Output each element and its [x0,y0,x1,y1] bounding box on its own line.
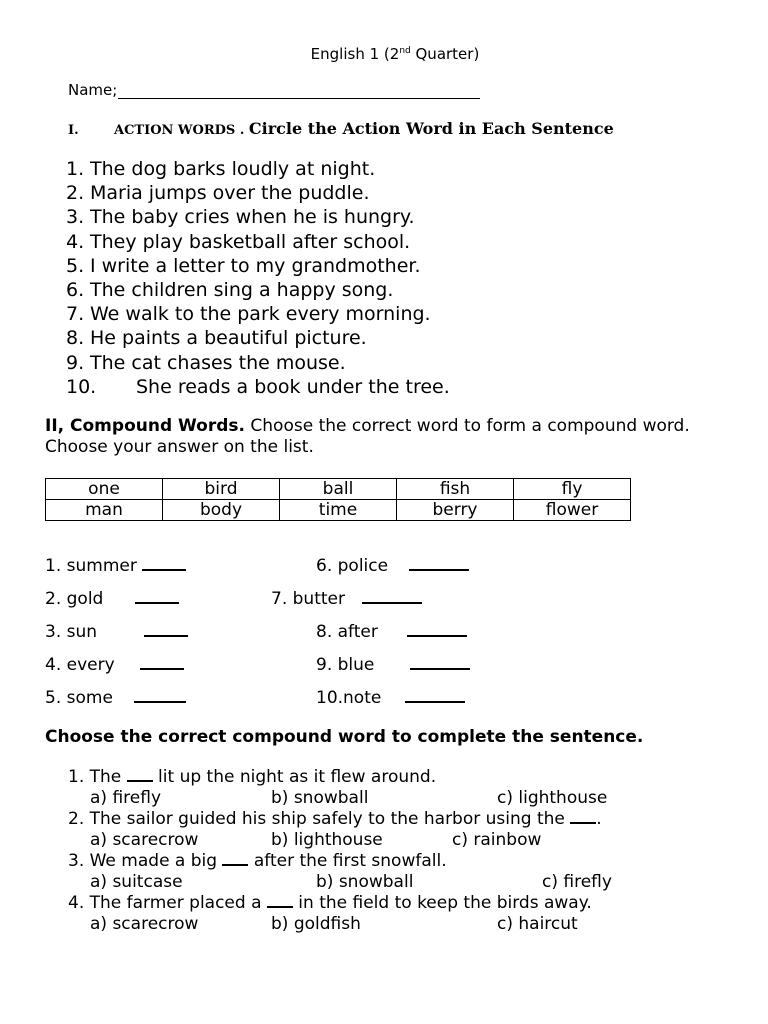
compound-item [45,687,186,708]
compound-prompt: 6. police [316,556,394,576]
item-number: 9. [66,351,85,374]
item-number: 2. [66,182,85,205]
choice-a[interactable]: a) scarecrow [90,830,199,850]
question-stem [68,767,436,787]
question-text: lit up the night as it flew around. [152,767,437,787]
list-item [66,230,450,254]
answer-blank[interactable] [142,555,186,571]
question-stem [68,809,602,829]
table-cell: berry [397,500,514,521]
question-text: 2. The sailor guided his ship safely to the harbor using the [68,809,571,829]
item-sentence: The cat chases the mouse. [90,351,346,374]
table-cell: ball [280,479,397,500]
name-label: Name; [68,81,118,99]
answer-blank[interactable] [135,588,179,604]
choice-a[interactable]: a) suitcase [90,872,183,892]
section1-instruction: Circle the Action Word in Each Sentence [248,119,614,138]
answer-blank[interactable] [410,654,470,670]
table-row [46,500,631,521]
compound-prompt: 8. after [316,622,384,642]
section1-numeral: I. [68,123,79,138]
choice-c[interactable]: c) lighthouse [497,788,608,808]
question-text: in the field to keep the birds away. [292,893,592,913]
table-cell: fly [514,479,631,500]
answer-blank[interactable] [362,588,422,604]
answer-blank[interactable] [140,654,184,670]
answer-blank[interactable] [127,767,153,782]
compound-item [45,621,188,642]
compound-prompt: 1. summer [45,556,143,576]
compound-item [45,555,186,576]
table-cell: body [163,500,280,521]
choice-a[interactable]: a) scarecrow [90,914,199,934]
list-item [66,351,450,375]
item-number: 1. [66,158,85,180]
item-number: 4. [66,230,85,253]
item-number: 3. [66,206,85,229]
list-item [66,302,450,326]
section2-heading [45,416,735,458]
answer-blank[interactable] [222,851,248,866]
answer-blank[interactable] [405,687,465,703]
table-cell: one [46,479,163,500]
list-item [66,375,450,399]
item-sentence: The children sing a happy song. [90,279,394,302]
item-sentence: The dog barks loudly at night. [90,158,376,180]
choice-b[interactable]: b) snowball [271,788,369,808]
list-item [66,254,450,278]
table-row [46,479,631,500]
list-item [66,181,450,205]
compound-prompt: 4. every [45,655,121,675]
choice-b[interactable]: b) snowball [316,872,414,892]
item-sentence: Maria jumps over the puddle. [90,182,370,205]
action-words-list [66,157,450,399]
compound-item [271,588,422,609]
list-item [66,278,450,302]
list-item [66,205,450,229]
question-text: 1. The [68,767,127,787]
title-text: English 1 (2 [310,45,400,63]
item-sentence: She reads a book under the tree. [136,375,450,398]
answer-blank[interactable] [407,621,467,637]
item-number: 6. [66,279,85,302]
compound-item [316,621,467,642]
table-cell: man [46,500,163,521]
section3-heading: Choose the correct compound word to complete the sentence. [45,727,644,747]
question-text: 4. The farmer placed a [68,893,267,913]
question-stem [68,851,447,871]
title-superscript: nd [399,46,411,56]
item-number: 5. [66,254,85,277]
list-item [66,157,450,181]
table-cell: time [280,500,397,521]
compound-item [316,687,465,708]
choice-c[interactable]: c) haircut [497,914,578,934]
section1-heading [68,119,614,138]
answer-blank[interactable] [409,555,469,571]
table-cell: flower [514,500,631,521]
compound-prompt: 2. gold [45,589,109,609]
name-field [68,81,480,99]
choice-b[interactable]: b) lighthouse [271,830,383,850]
name-blank-line[interactable] [118,82,480,99]
item-sentence: They play basketball after school. [90,230,411,253]
compound-item [316,555,469,576]
item-sentence: I write a letter to my grandmother. [90,254,421,277]
item-number: 10. [66,375,97,398]
choice-a[interactable]: a) firefly [90,788,162,808]
compound-item [45,654,184,675]
answer-blank[interactable] [134,687,186,703]
item-sentence: The baby cries when he is hungry. [90,206,415,229]
compound-prompt: 9. blue [316,655,380,675]
compound-item [316,654,470,675]
question-stem [68,893,592,913]
answer-blank[interactable] [267,893,293,908]
choice-c[interactable]: c) rainbow [452,830,542,850]
question-text: 3. We made a big [68,851,223,871]
section1-title: ACTION WORDS . [114,123,249,138]
answer-blank[interactable] [144,621,188,637]
answer-blank[interactable] [570,809,596,824]
item-sentence: We walk to the park every morning. [90,303,431,326]
compound-prompt: 10.note [316,688,387,708]
item-number: 8. [66,327,85,350]
table-cell: bird [163,479,280,500]
table-cell: fish [397,479,514,500]
section2-instruction: Choose the correct word to form a compound word. Choose your answer on the list. [45,416,690,457]
question-text: after the first snowfall. [248,851,447,871]
question-text: . [596,809,602,829]
choice-c[interactable]: c) firefly [542,872,612,892]
compound-prompt: 3. sun [45,622,103,642]
choice-b[interactable]: b) goldfish [271,914,361,934]
list-item [66,326,450,350]
compound-item [45,588,179,609]
worksheet-title [0,45,768,63]
compound-prompt: 7. butter [271,589,351,609]
title-text-end: Quarter) [410,45,480,63]
compound-prompt: 5. some [45,688,119,708]
section2-title: II, Compound Words. [45,416,245,436]
word-choice-table [45,478,631,521]
item-number: 7. [66,303,85,326]
item-sentence: He paints a beautiful picture. [90,327,367,350]
